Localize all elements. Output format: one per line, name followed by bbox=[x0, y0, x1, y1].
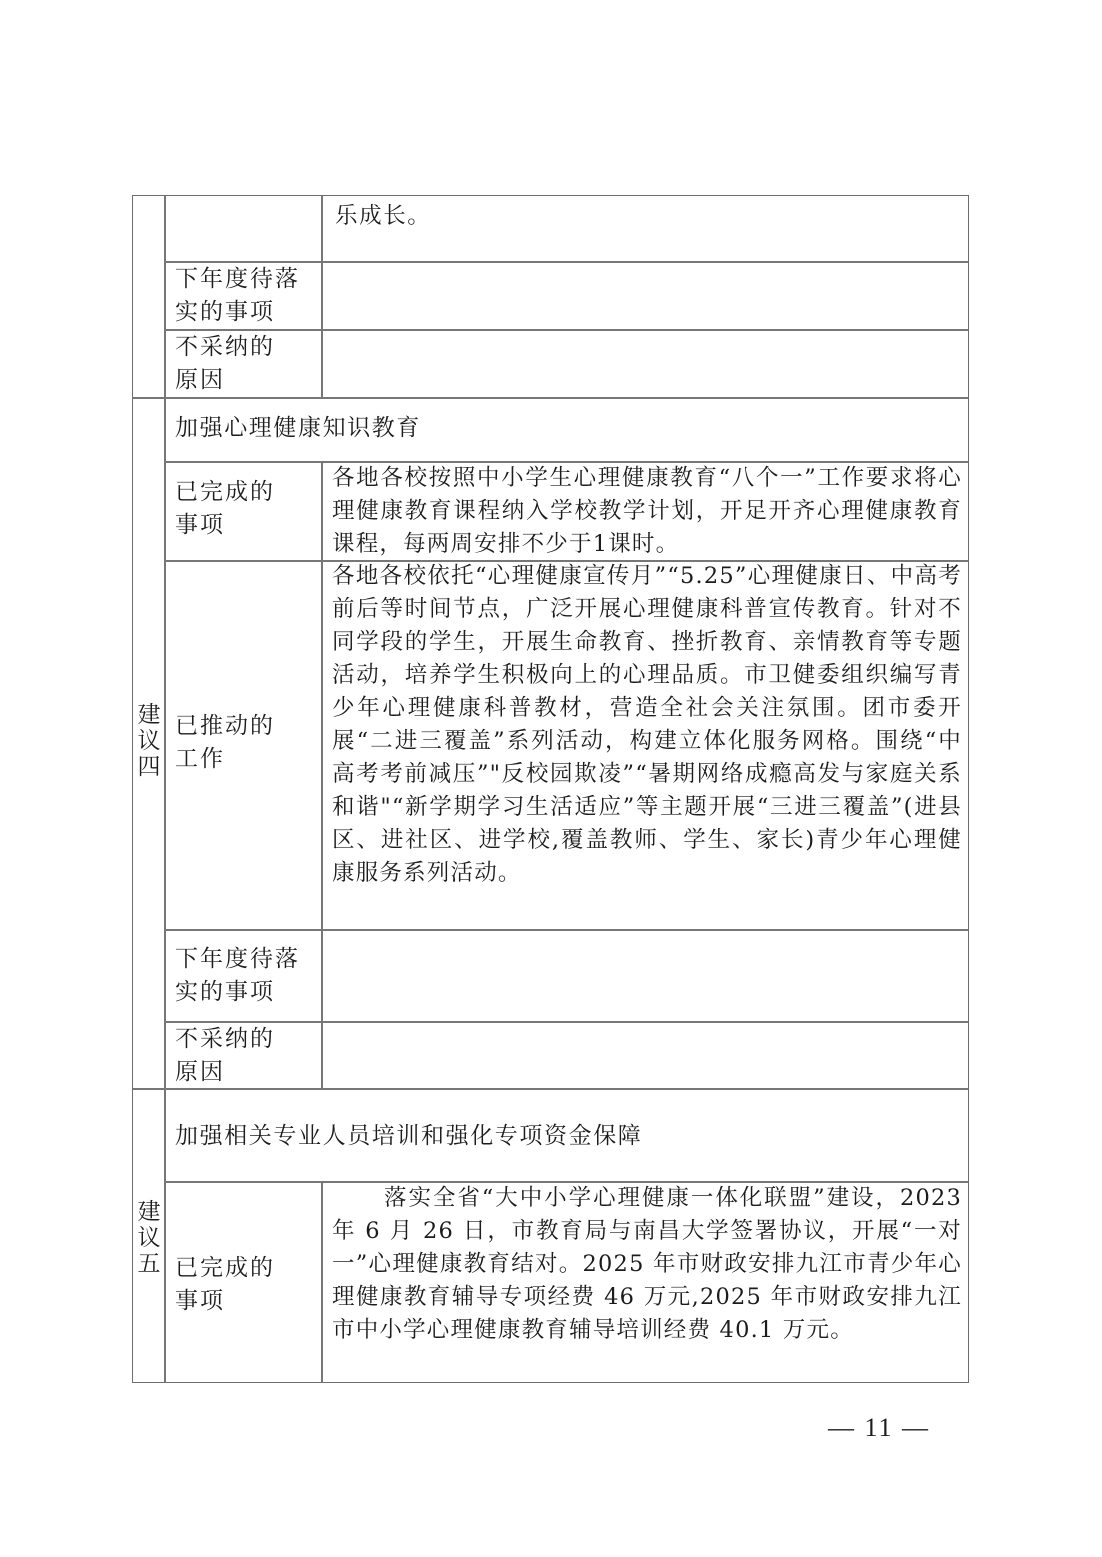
suggestion-5-completed-text: 落实全省“大中小学心理健康一体化联盟”建设，2023 年 6 月 26 日，市教育局与南昌大学签署协议，开展“一对一”心理健康教育结对。2025 年市财政安排九江市青少年心理健康教育辅导专项经费 46 万元,2025 年市财政安排九江市中小学心理健康教育辅导培训经费 40.1 万元。 bbox=[332, 1185, 962, 1343]
page-number: — 11 — bbox=[828, 1413, 931, 1442]
suggestion-5-title: 加强相关专业人员培训和强化专项资金保障 bbox=[175, 1123, 643, 1149]
suggestion-4-completed-text: 各地各校按照中小学生心理健康教育“八个一”工作要求将心理健康教育课程纳入学校教学计划，开足开齐心理健康教育课程，每两周安排不少于1课时。 bbox=[332, 465, 962, 557]
suggestion-4-side-label: 建议四 bbox=[137, 702, 161, 780]
suggestion-4-completed-label: 已完成的事项 bbox=[175, 479, 275, 538]
prev-completed-continuation: 乐成长。 bbox=[335, 203, 432, 229]
suggestion-4-promoted-label: 已推动的工作 bbox=[175, 713, 275, 772]
suggestion-4-next-year-label: 下年度待落实的事项 bbox=[175, 946, 300, 1005]
suggestion-4-title: 加强心理健康知识教育 bbox=[175, 415, 421, 441]
column-divider-1 bbox=[164, 196, 166, 1382]
section-divider bbox=[133, 397, 968, 399]
suggestion-response-table bbox=[132, 195, 969, 1383]
column-divider-2-s4 bbox=[321, 461, 323, 1088]
suggestion-4-not-adopted-label: 不采纳的原因 bbox=[175, 1026, 275, 1085]
suggestion-5-completed-label: 已完成的事项 bbox=[175, 1255, 275, 1314]
suggestion-4-promoted-text: 各地各校依托“心理健康宣传月”“5.25”心理健康日、中高考前后等时间节点，广泛开展心理健康科普宣传教育。针对不同学段的学生，开展生命教育、挫折教育、亲情教育等专题活动，培养学生积极向上的心理品质。市卫健委组织编写青少年心理健康科普教材，营造全社会关注氛围。团市委开展“二进三覆盖”系列活动，构建立体化服务网格。围绕“中高考考前减压”"反校园欺凌”“暑期网络成瘾高发与家庭关系和谐"“新学期学习生活适应”等主题开展“三进三覆盖”(进县区、进社区、进学校,覆盖教师、学生、家长)青少年心理健康服务系列活动。 bbox=[332, 563, 962, 886]
column-divider-2-top bbox=[321, 196, 323, 397]
prev-next-year-label: 下年度待落实的事项 bbox=[175, 266, 300, 325]
prev-not-adopted-label: 不采纳的原因 bbox=[175, 334, 275, 393]
suggestion-5-side-label: 建议五 bbox=[137, 1199, 161, 1277]
column-divider-2-s5 bbox=[321, 1181, 323, 1382]
row-divider bbox=[164, 929, 968, 931]
